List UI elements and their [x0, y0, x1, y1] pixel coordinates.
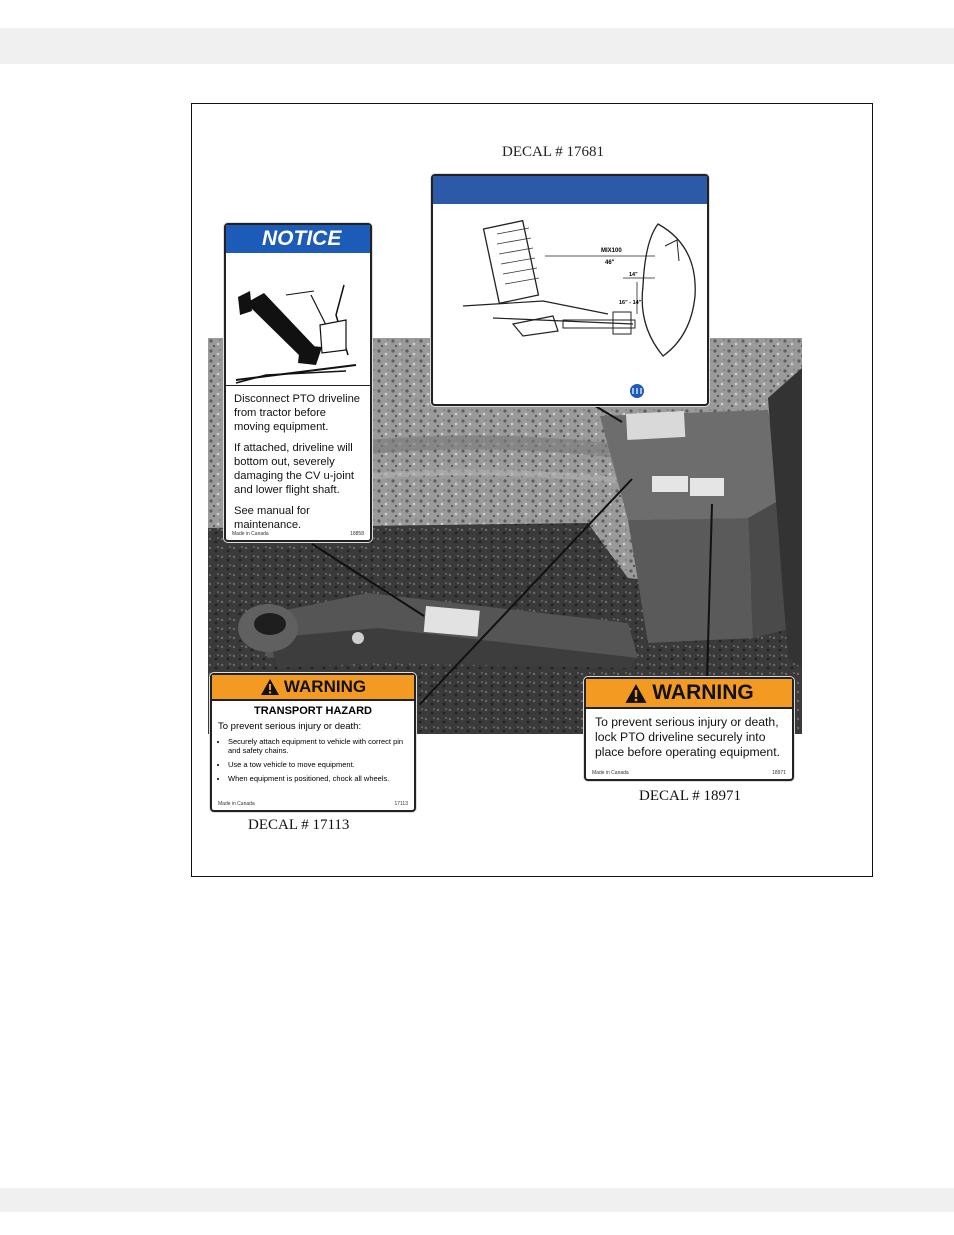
- driveline-footer: [592, 770, 786, 776]
- cut-off-decal-title: DECAL # 17681: [502, 144, 604, 160]
- notice-header: NOTICE: [226, 225, 370, 255]
- warning-triangle-icon: [260, 678, 280, 696]
- transport-bullet: • Use a tow vehicle to move equipment.: [228, 760, 408, 769]
- decal-caption-17113: DECAL # 17113: [248, 817, 350, 833]
- hitch-14-label: 14": [629, 272, 638, 278]
- made-in-label: Made in Canada: [592, 770, 629, 776]
- transport-warning-label: WARNING: [283, 677, 367, 696]
- hitch-max-label: MIX100: [601, 248, 622, 254]
- notice-paragraph: See manual for maintenance.: [234, 505, 310, 531]
- top-band: [0, 28, 954, 64]
- made-in-label: Made in Canada: [232, 531, 269, 537]
- hitch-16-label: 16" - 14": [619, 300, 642, 306]
- decal-caption-18971: DECAL # 18971: [639, 788, 741, 804]
- notice-footer: [232, 531, 364, 537]
- notice-paragraph: Disconnect PTO driveline from tractor before moving equipment.: [234, 393, 361, 433]
- transport-hazard-decal: [210, 673, 416, 812]
- notice-paragraph: If attached, driveline will bottom out, severely damaging the CV u-joint and lower flight shaft.: [234, 442, 355, 496]
- transport-bullet: • Securely attach equipment to vehicle with correct pin and safety chains.: [228, 737, 408, 755]
- hitch-decal-header-bar: [433, 176, 707, 206]
- bottom-band: [0, 1188, 954, 1212]
- notice-decal: [224, 223, 372, 542]
- warning-triangle-icon: [624, 683, 648, 704]
- decal-number: 17113: [394, 801, 408, 807]
- driveline-warning-header: [586, 679, 792, 709]
- driveline-warning-label: WARNING: [652, 681, 754, 704]
- transport-warning-header: [212, 675, 414, 701]
- hitch-dist-label: 46": [605, 260, 615, 266]
- transport-title: TRANSPORT HAZARD: [254, 705, 372, 717]
- decal-figure: [191, 103, 873, 877]
- transport-bullets: [212, 737, 414, 783]
- hitch-diagram: [433, 206, 707, 404]
- transport-footer: [218, 801, 408, 807]
- driveline-warning-decal: [584, 677, 794, 781]
- decal-number: 18971: [772, 770, 786, 776]
- driveline-diagram: [226, 255, 370, 386]
- decal-number: 18858: [350, 531, 364, 537]
- transport-intro: To prevent serious injury or death:: [218, 721, 362, 732]
- made-in-label: Made in Canada: [218, 801, 255, 807]
- transport-bullet: • When equipment is positioned, chock all wheels.: [228, 774, 408, 783]
- driveline-warning-text: To prevent serious injury or death, lock PTO driveline securely into place before operating equipment.: [595, 715, 780, 759]
- hitch-dimension-decal: [431, 174, 709, 406]
